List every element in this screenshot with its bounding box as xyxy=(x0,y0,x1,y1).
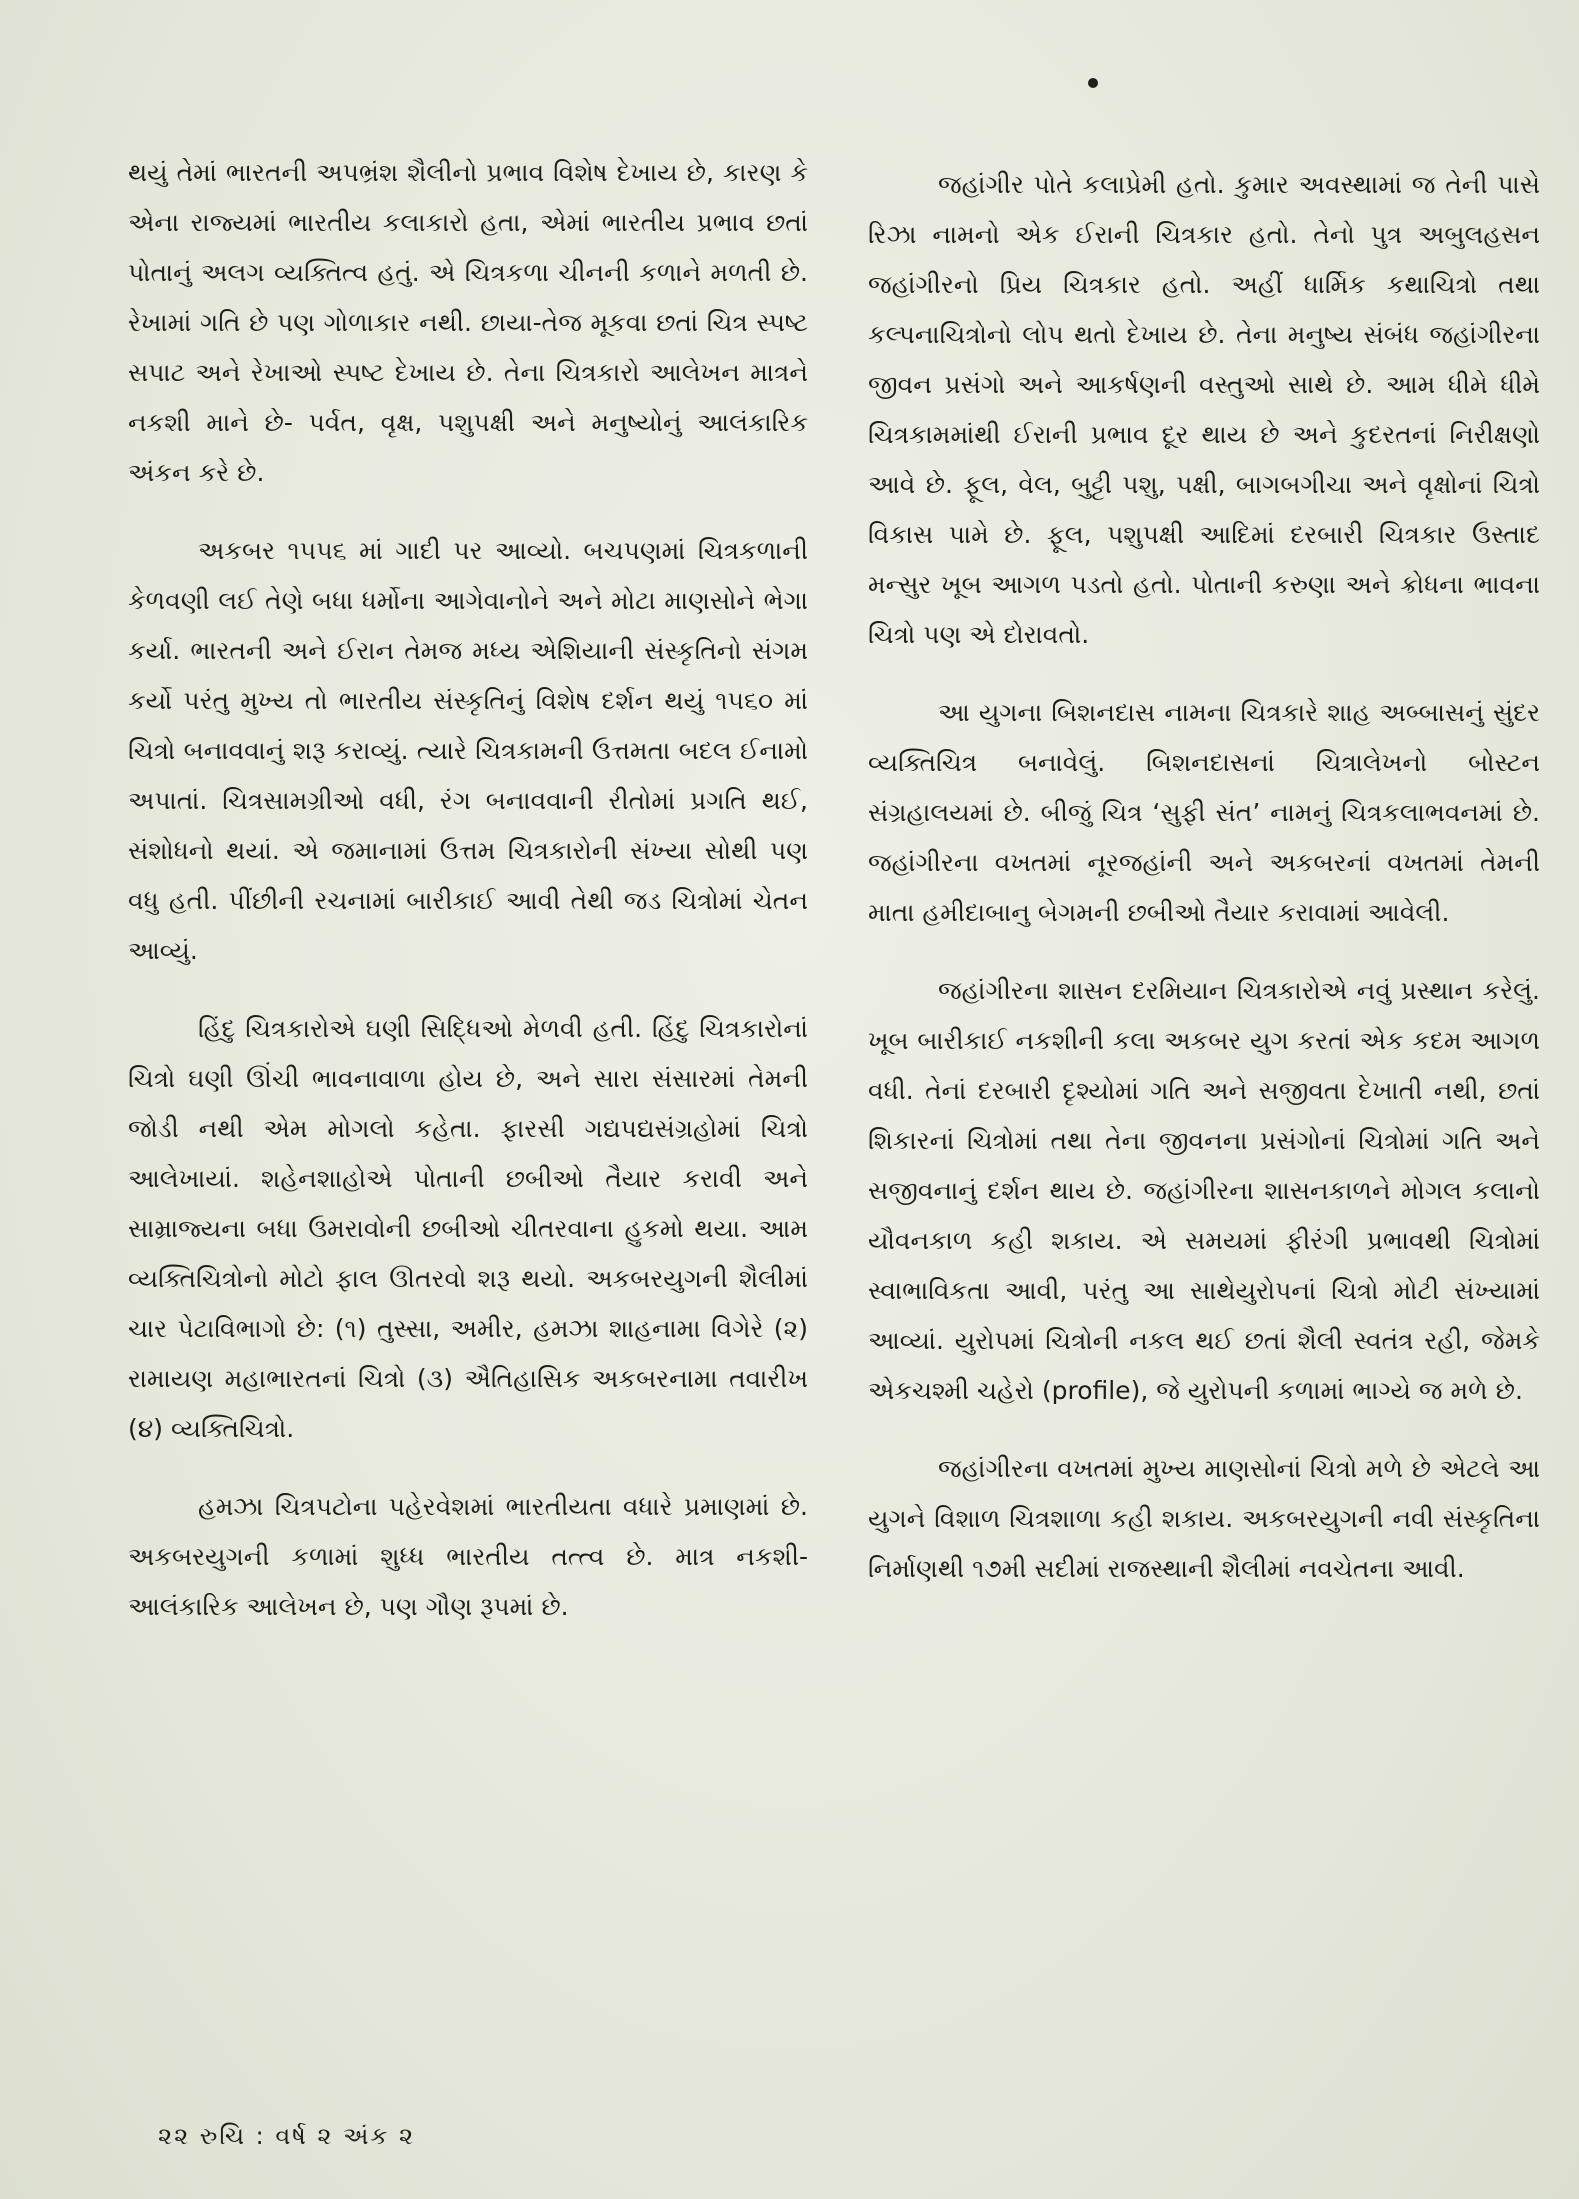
left-paragraph-2: અકબર ૧૫૫૬ માં ગાદી પર આવ્યો. બચપણમાં ચિત્રકળાની કેળવણી લઈ તેણે બધા ધર્મોના આગેવાનોને અને મોટા માણસોને ભેગા કર્યા. ભારતની અને ઈરાન તેમજ મધ્ય એશિયાની સંસ્કૃતિનો સંગમ કર્યો પરંતુ મુખ્ય તો ભારતીય સંસ્કૃતિનું વિશેષ દર્શન થયું ૧૫૬૦ માં ચિત્રો બનાવવાનું શરૂ કરાવ્યું. ત્યારે ચિત્રકામની ઉત્તમતા બદલ ઈનામો અપાતાં. ચિત્રસામગ્રીઓ વધી, રંગ બનાવવાની રીતોમાં પ્રગતિ થઈ, સંશોધનો થયાં. એ જમાનામાં ઉત્તમ ચિત્રકારોની સંખ્યા સોથી પણ વધુ હતી. પીંછીની રચનામાં બારીકાઈ આવી તેથી જડ ચિત્રોમાં ચેતન આવ્યું. xyxy=(128,536,808,965)
left-paragraph-3: હિંદુ ચિત્રકારોએ ઘણી સિદ્ધિઓ મેળવી હતી. હિંદુ ચિત્રકારોનાં ચિત્રો ઘણી ઊંચી ભાવનાવાળા હોય છે, અને સારા સંસારમાં તેમની જોડી નથી એમ મોગલો કહેતા. ફારસી ગદ્યપદ્યસંગ્રહોમાં ચિત્રો આલેખાયાં. શહેનશાહોએ પોતાની છબીઓ તૈયાર કરાવી અને સામ્રાજ્યના બધા ઉમરાવોની છબીઓ ચીતરવાના હુકમો થયા. આમ વ્યક્તિચિત્રોનો મોટો ફાલ ઊતરવો શરૂ થયો. અકબરયુગની શૈલીમાં ચાર પેટાવિભાગો છે: (૧) તુસ્સા, અમીર, હમઝા શાહનામા વિગેરે (૨) રામાયણ મહાભારતનાં ચિત્રો (૩) ઐતિહાસિક અકબરનામા તવારીખ (૪) વ્યક્તિચિત્રો. xyxy=(128,1014,808,1443)
left-column xyxy=(128,148,808,1660)
left-paragraph-4: હમઝા ચિત્રપટોના પહેરવેશમાં ભારતીયતા વધારે પ્રમાણમાં છે. અકબરયુગની કળામાં શુધ્ધ ભારતીય તત્ત્વ છે. માત્ર નકશી-આલંકારિક આલેખન છે, પણ ગૌણ રૂપમાં છે. xyxy=(128,1492,808,1621)
decorative-dot xyxy=(1088,78,1098,88)
right-column xyxy=(868,160,1540,1622)
left-paragraph-1: થયું તેમાં ભારતની અપભ્રંશ શૈલીનો પ્રભાવ વિશેષ દેખાય છે, કારણ કે એના રાજ્યમાં ભારતીય કલાકારો હતા, એમાં ભારતીય પ્રભાવ છતાં પોતાનું અલગ વ્યક્તિત્વ હતું. એ ચિત્રકળા ચીનની કળાને મળતી છે. રેખામાં ગતિ છે પણ ગોળાકાર નથી. છાયા-તેજ મૂકવા છતાં ચિત્ર સ્પષ્ટ સપાટ અને રેખાઓ સ્પષ્ટ દેખાય છે. તેના ચિત્રકારો આલેખન માત્રને નકશી માને છે- પર્વત, વૃક્ષ, પશુપક્ષી અને મનુષ્યોનું આલંકારિક અંકન કરે છે. xyxy=(128,158,808,487)
right-paragraph-4: જહાંગીરના વખતમાં મુખ્ય માણસોનાં ચિત્રો મળે છે એટલે આ યુગને વિશાળ ચિત્રશાળા કહી શકાય. અકબરયુગની નવી સંસ્કૃતિના નિર્માણથી ૧૭મી સદીમાં રાજસ્થાની શૈલીમાં નવચેતના આવી. xyxy=(868,1454,1540,1583)
page-footer: ૨૨ રુચિ : વર્ષ ૨ અંક ૨ xyxy=(158,2122,416,2150)
right-paragraph-2: આ યુગના બિશનદાસ નામના ચિત્રકારે શાહ અબ્બાસનું સુંદર વ્યક્તિચિત્ર બનાવેલું. બિશનદાસનાં ચિત્રાલેખનો બોસ્ટન સંગ્રહાલયમાં છે. બીજું ચિત્ર ‘સુફી સંત’ નામનું ચિત્રકલાભવનમાં છે. જહાંગીરના વખતમાં નૂરજહાંની અને અકબરનાં વખતમાં તેમની માતા હમીદાબાનુ બેગમની છબીઓ તૈયાર કરાવામાં આવેલી. xyxy=(868,698,1540,927)
right-paragraph-1: જહાંગીર પોતે કલાપ્રેમી હતો. કુમાર અવસ્થામાં જ તેની પાસે રિઝા નામનો એક ઈરાની ચિત્રકાર હતો. તેનો પુત્ર અબુલહસન જહાંગીરનો પ્રિય ચિત્રકાર હતો. અહીં ધાર્મિક કથાચિત્રો તથા કલ્પનાચિત્રોનો લોપ થતો દેખાય છે. તેના મનુષ્ય સંબંધ જહાંગીરના જીવન પ્રસંગો અને આકર્ષણની વસ્તુઓ સાથે છે. આમ ધીમે ધીમે ચિત્રકામમાંથી ઈરાની પ્રભાવ દૂર થાય છે અને કુદરતનાં નિરીક્ષણો આવે છે. ફૂલ, વેલ, બુટ્ટી પશુ, પક્ષી, બાગબગીચા અને વૃક્ષોનાં ચિત્રો વિકાસ પામે છે. ફૂલ, પશુપક્ષી આદિમાં દરબારી ચિત્રકાર ઉસ્તાદ મન્સુર ખૂબ આગળ પડતો હતો. પોતાની કરુણા અને ક્રોધના ભાવના ચિત્રો પણ એ દોરાવતો. xyxy=(868,170,1540,649)
right-paragraph-3: જહાંગીરના શાસન દરમિયાન ચિત્રકારોએ નવું પ્રસ્થાન કરેલું. ખૂબ બારીકાઈ નકશીની કલા અકબર યુગ કરતાં એક કદમ આગળ વધી. તેનાં દરબારી દૃશ્યોમાં ગતિ અને સજીવતા દેખાતી નથી, છતાં શિકારનાં ચિત્રોમાં તથા તેના જીવનના પ્રસંગોનાં ચિત્રોમાં ગતિ અને સજીવનાનું દર્શન થાય છે. જહાંગીરના શાસનકાળને મોગલ કલાનો યૌવનકાળ કહી શકાય. એ સમયમાં ફીરંગી પ્રભાવથી ચિત્રોમાં સ્વાભાવિકતા આવી, પરંતુ આ સાથેયુરોપનાં ચિત્રો મોટી સંખ્યામાં આવ્યાં. યુરોપમાં ચિત્રોની નકલ થઈ છતાં શૈલી સ્વતંત્ર રહી, જેમકે એકચશ્મી ચહેરો (profile), જે યુરોપની કળામાં ભાગ્યે જ મળે છે. xyxy=(868,976,1540,1405)
